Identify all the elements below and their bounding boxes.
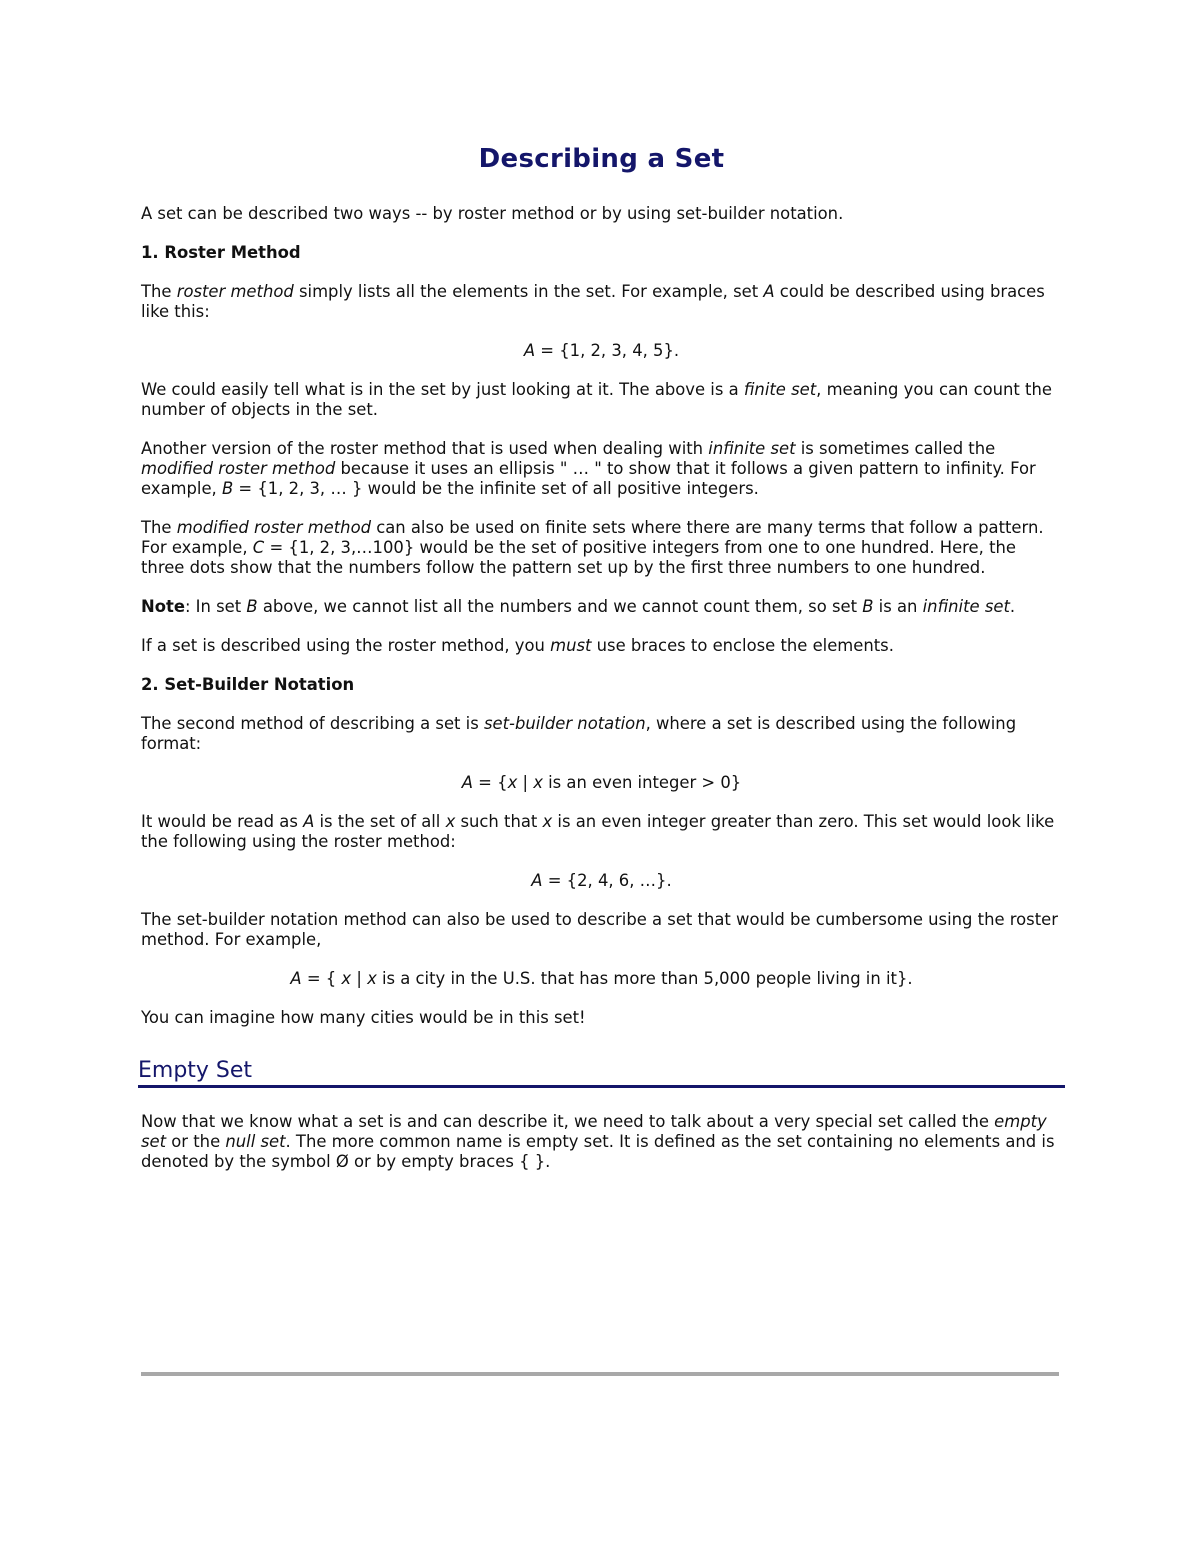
- empty-set-heading: Empty Set: [138, 1058, 1065, 1088]
- roster-note: Note: In set B above, we cannot list all the numbers and we cannot count them, so set B is an infinite set.: [141, 597, 1016, 616]
- roster-formula: A = {1, 2, 3, 4, 5}.: [523, 341, 680, 360]
- builder-paragraph-4: You can imagine how many cities would be in this set!: [141, 1008, 586, 1027]
- builder-formula-2: A = {2, 4, 6, …}.: [531, 871, 672, 890]
- builder-formula-1: A = {x | x is an even integer > 0}: [461, 773, 742, 792]
- empty-set-paragraph: Now that we know what a set is and can describe it, we need to talk about a very special set called the empty set or the null set. The more common name is empty set. It is defined as the set containing no elements and is denoted by the symbol Ø or by empty braces { }.: [141, 1112, 1055, 1171]
- builder-paragraph-3: The set-builder notation method can also be used to describe a set that would be cumbersome using the roster method. For example,: [141, 910, 1058, 949]
- builder-paragraph-1: The second method of describing a set is set-builder notation, where a set is described using the following format:: [141, 714, 1017, 753]
- builder-formula-3: A = { x | x is a city in the U.S. that has more than 5,000 people living in it}.: [290, 969, 913, 988]
- horizontal-rule: [141, 1372, 1059, 1376]
- builder-paragraph-2: It would be read as A is the set of all x such that x is an even integer greater than zero. This set would look like the following using the roster method:: [141, 812, 1055, 851]
- roster-paragraph-4: The modified roster method can also be used on finite sets where there are many terms that follow a pattern. For example, C = {1, 2, 3,…100} would be the set of positive integers from one to one hundred. Here, the three dots show that the numbers follow the pattern set up by the first three numbers to one hundred.: [141, 518, 1044, 577]
- roster-paragraph-3: Another version of the roster method that is used when dealing with infinite set is sometimes called the modified roster method because it uses an ellipsis " … " to show that it follows a given pattern to infinity. For example, B = {1, 2, 3, … } would be the infinite set of all positive integers.: [141, 439, 1036, 498]
- roster-method-heading: 1. Roster Method: [141, 243, 301, 262]
- roster-paragraph-5: If a set is described using the roster method, you must use braces to enclose the elements.: [141, 636, 894, 655]
- intro-paragraph: A set can be described two ways -- by roster method or by using set-builder notation.: [141, 204, 844, 223]
- roster-paragraph-2: We could easily tell what is in the set by just looking at it. The above is a finite set, meaning you can count the number of objects in the set.: [141, 380, 1052, 419]
- set-builder-heading: 2. Set-Builder Notation: [141, 675, 355, 694]
- page-title: Describing a Set: [478, 144, 725, 174]
- roster-paragraph-1: The roster method simply lists all the elements in the set. For example, set A could be described using braces like this:: [141, 282, 1045, 321]
